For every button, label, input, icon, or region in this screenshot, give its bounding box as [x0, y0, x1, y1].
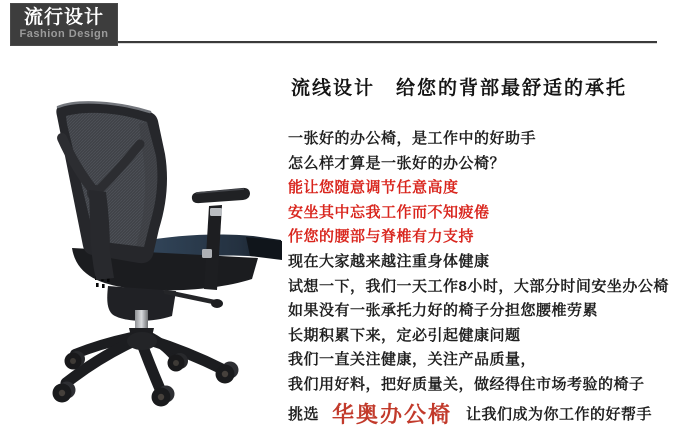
copy-line: 如果没有一张承托力好的椅子分担您腰椎劳累 [288, 302, 599, 320]
fashion-design-badge [10, 3, 118, 46]
caster-front-left [53, 382, 76, 403]
copy-line: 现在大家越来越注重身体健康 [288, 252, 490, 270]
closing-prefix: 挑选 [288, 406, 320, 423]
brand-name: 华奥办公椅 [332, 402, 453, 427]
office-chair-back-view-image [18, 82, 288, 439]
tilt-mechanism [107, 286, 223, 321]
copy-line: 长期积累下来，定必引起健康问题 [288, 326, 521, 344]
copy-line: 安坐其中忘我工作而不知疲倦 [288, 203, 490, 221]
badge-title: 流行设计 [23, 7, 104, 28]
base-hub [127, 332, 157, 350]
copy-line: 我们一直关注健康，关注产品质量， [288, 351, 537, 369]
closing-suffix: 让我们成为你工作的好帮手 [466, 406, 653, 423]
copy-line: 作您的腰部与脊椎有力支持 [288, 228, 475, 246]
headline: 流线设计 给您的背部最舒适的承托 [291, 78, 628, 99]
armrest-clamp [202, 249, 212, 258]
armrest-pad [192, 188, 250, 203]
closing-line [288, 398, 652, 429]
office-chair-photo [18, 82, 288, 439]
copy-line: 怎么样才算是一张好的办公椅？ [288, 154, 506, 172]
armrest-clip [210, 208, 222, 216]
body-copy [288, 127, 685, 398]
copy-line: 试想一下，我们一天工作8小时，大部分时间安坐办公椅 [288, 277, 669, 295]
copy-line: 能让您随意调节任意高度 [288, 179, 459, 197]
badge-subtitle: Fashion Design [19, 28, 109, 40]
copy-line: 我们用好料，把好质量关，做经得住市场考验的椅子 [288, 375, 645, 393]
copy-line: 一张好的办公椅，是工作中的好助手 [288, 130, 537, 147]
